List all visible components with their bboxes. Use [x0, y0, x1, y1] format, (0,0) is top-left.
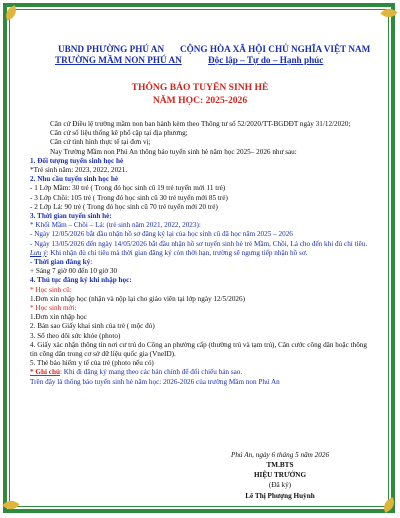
header-country: CỘNG HÒA XÃ HỘI CHỦ NGHĨA VIỆT NAM — [180, 44, 371, 54]
footnote-label: * Ghi chú — [30, 368, 60, 377]
intro-line: Căn cứ tình hình thực tế tại đơn vị; — [50, 138, 151, 147]
notice-body — [30, 120, 375, 387]
registration-time-colon: : — [90, 258, 93, 267]
note-text: : Khi nhận đủ chỉ tiêu mà thời gian đăng ký còn thời hạn, trường sẽ ngưng tiếp nhận hồ sơ. — [46, 248, 308, 257]
document-item: 1.Đơn xin nhập học — [30, 313, 87, 322]
class-quota: - 1 Lớp Mầm: 30 trẻ ( Trong đó học sinh cũ 19 trẻ tuyển mới 11 trẻ) — [30, 184, 226, 193]
footnote-text: : Khi đi đăng ký mang theo các bản chính để đối chiếu bản sao. — [59, 368, 243, 377]
old-students-label: * Học sinh cũ: — [30, 285, 72, 294]
signature-block — [200, 450, 360, 501]
registration-time-label: - Thời gian đăng ký — [30, 258, 91, 267]
enrollment-note — [30, 249, 375, 258]
signature-date: Phú An, ngày 6 tháng 5 năm 2026 — [230, 451, 330, 459]
class-quota: - 3 Lớp Chồi: 105 trẻ ( Trong đó học sinh cũ 30 trẻ tuyển mới 85 trẻ) — [30, 193, 228, 202]
old-students-item: 1.Đơn xin nhập học (nhận và nộp lại cho giáo viên tại lớp ngày 12/5/2026) — [30, 294, 245, 303]
document-item: 5. Thẻ bảo hiểm y tế của trẻ (photo nếu có) — [30, 359, 154, 368]
header-authority: UBND PHƯỜNG PHÚ AN — [58, 44, 165, 54]
signature-name: Lê Thị Phượng Huỳnh — [245, 492, 315, 500]
enrollment-date: - Ngày 12/05/2026 bắt đầu nhận hồ sơ đăng ký lại của học sinh cũ đã học năm 2025 – 2026 — [30, 230, 293, 239]
document-item: 3. Sổ theo dõi sức khỏe (photo) — [30, 331, 121, 340]
class-quota: - 2 Lớp Lá: 90 trẻ ( Trong đó học sinh cũ 70 trẻ tuyển mới 20 trẻ) — [30, 202, 218, 211]
document-item: 4. Giấy xác nhận thông tin nơi cư trú do Công an phường cấp (thường trú và tạm trú), Căn cước công dân hoặc thông tin công dân trong cơ sở dữ liệu quốc gia (VneID). — [30, 340, 367, 359]
header-motto: Độc lập – Tự do – Hạnh phúc — [208, 55, 324, 65]
intro-line: Căn cứ Điều lệ trường mầm non ban hành kèm theo Thông tư số 52/2020/TT-BGDĐT ngày 31/12/2020; — [50, 120, 351, 128]
closing-line: Trên đây là thông báo tuyển sinh hè năm học: 2026-2026 của trường Mầm non Phú An — [30, 377, 280, 386]
section-3-heading: 3. Thời gian tuyển sinh hè: — [30, 212, 112, 221]
section-4-heading: 4. Thủ tục đăng ký khi nhập học: — [30, 276, 132, 285]
registration-time-value: + Sáng 7 giờ 00 đến 10 giờ 30 — [30, 267, 118, 276]
enrollment-group: * Khối Mầm – Chồi – Lá: (trẻ sinh năm 2021, 2022, 2023): — [30, 221, 201, 230]
footnote — [30, 368, 375, 377]
signature-signed: (Đã ký) — [268, 481, 292, 489]
section-2-heading: 2. Nhu cầu tuyển sinh học hè — [30, 175, 119, 184]
new-students-label: * Học sinh mới: — [30, 304, 77, 313]
header-school: TRƯỜNG MẦM NON PHÚ AN — [55, 55, 182, 65]
document-item: 2. Bản sao Giấy khai sinh của trẻ ( mộc đỏ) — [30, 322, 155, 331]
registration-time-heading — [30, 258, 375, 267]
note-label: Lưu ý — [30, 248, 47, 257]
signature-role: HIỆU TRƯỞNG — [253, 471, 307, 479]
intro-line: Nay Trường Mầm non Phú An thông báo tuyển sinh hè năm học 2025– 2026 như sau: — [50, 147, 297, 156]
enrollment-date: - Ngày 13/05/2026 đến ngày 14/05/2026 bắt đầu nhận hồ sơ tuyển sinh hè trẻ Mầm, Chồi, Lá cho đến khi đủ chỉ tiêu. — [30, 239, 368, 248]
intro-line: Căn cứ số liệu thống kê phổ cập tại địa phương; — [50, 129, 188, 138]
section-1-heading: 1. Đối tượng tuyển sinh học hè — [30, 156, 124, 165]
notice-title: THÔNG BÁO TUYỂN SINH HÈ — [131, 82, 269, 93]
notice-school-year: NĂM HỌC: 2025-2026 — [152, 95, 248, 106]
section-1-text: *Trẻ sinh năm: 2023, 2022, 2021. — [30, 166, 128, 175]
signature-for: TM.BTS — [266, 461, 294, 469]
